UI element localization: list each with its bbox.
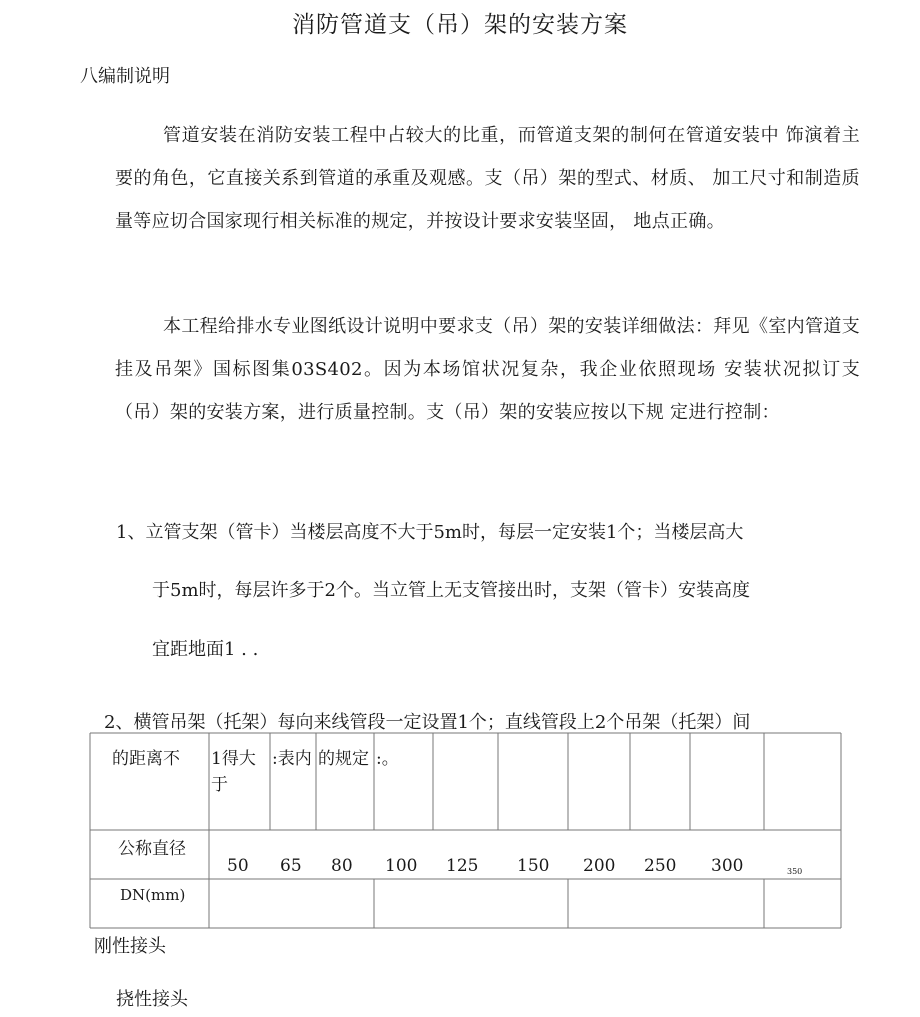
table-value: 300 xyxy=(711,856,744,876)
table-cell-r1c3: 的规定 xyxy=(318,749,369,769)
table-value: 350 xyxy=(787,867,803,876)
table-cell-r1c1: 1得大于 xyxy=(211,749,256,795)
table-cell-r1c2: :表内 xyxy=(272,749,312,769)
item1-line1: 1、立管支架（管卡）当楼层高度不大于5m时，每层一定安装1个；当楼层高大 xyxy=(116,522,744,543)
item1-line3: 宜距地面1 . . xyxy=(152,639,259,660)
table-label-dn-mm: DN(mm) xyxy=(120,886,186,904)
rigid-joint-label: 刚性接头 xyxy=(94,936,166,957)
flexible-joint-label: 挠性接头 xyxy=(116,989,188,1010)
table-value: 100 xyxy=(385,856,418,876)
paragraph-intro: 管道安装在消防安装工程中占较大的比重，而管道支架的制何在管道安装中 饰演着主要的角色，它直接关系到管道的承重及观感。支（吊）架的型式、材质、 加工尺寸和制造质量等应切合国家现行相关标准的规定，并按设计要求安装坚固， 地点正确。 xyxy=(115,125,860,232)
paragraph-requirements: 本工程给排水专业图纸设计说明中要求支（吊）架的安装详细做法：拜见《室内管道支挂及吊架》国标图集03S402。因为本场馆状况复杂，我企业依照现场 安装状况拟订支（吊）架的安装方案，进行质量控制。支（吊）架的安装应按以下规 定进行控制： xyxy=(115,316,860,423)
table-value: 80 xyxy=(331,856,353,876)
section-heading: 八编制说明 xyxy=(80,66,170,87)
document-title: 消防管道支（吊）架的安装方案 xyxy=(292,12,628,38)
table-cell-r1c4: :。 xyxy=(376,749,399,769)
table-value: 150 xyxy=(517,856,550,876)
table-cell-r1c0: 的距离不 xyxy=(112,749,180,769)
item1-line2: 于5m时，每层许多于2个。当立管上无支管接出时，支架（管卡）安装高度 xyxy=(152,580,750,601)
table-value: 125 xyxy=(446,856,479,876)
table-value: 250 xyxy=(644,856,677,876)
table-value: 50 xyxy=(227,856,249,876)
table-label-nominal-diameter: 公称直径 xyxy=(118,839,186,859)
item2-line1: 2、横管吊架（托架）每向来线管段一定设置1个；直线管段上2个吊架（托架）间 xyxy=(104,712,751,733)
table-value: 200 xyxy=(583,856,616,876)
table-value: 65 xyxy=(280,856,302,876)
